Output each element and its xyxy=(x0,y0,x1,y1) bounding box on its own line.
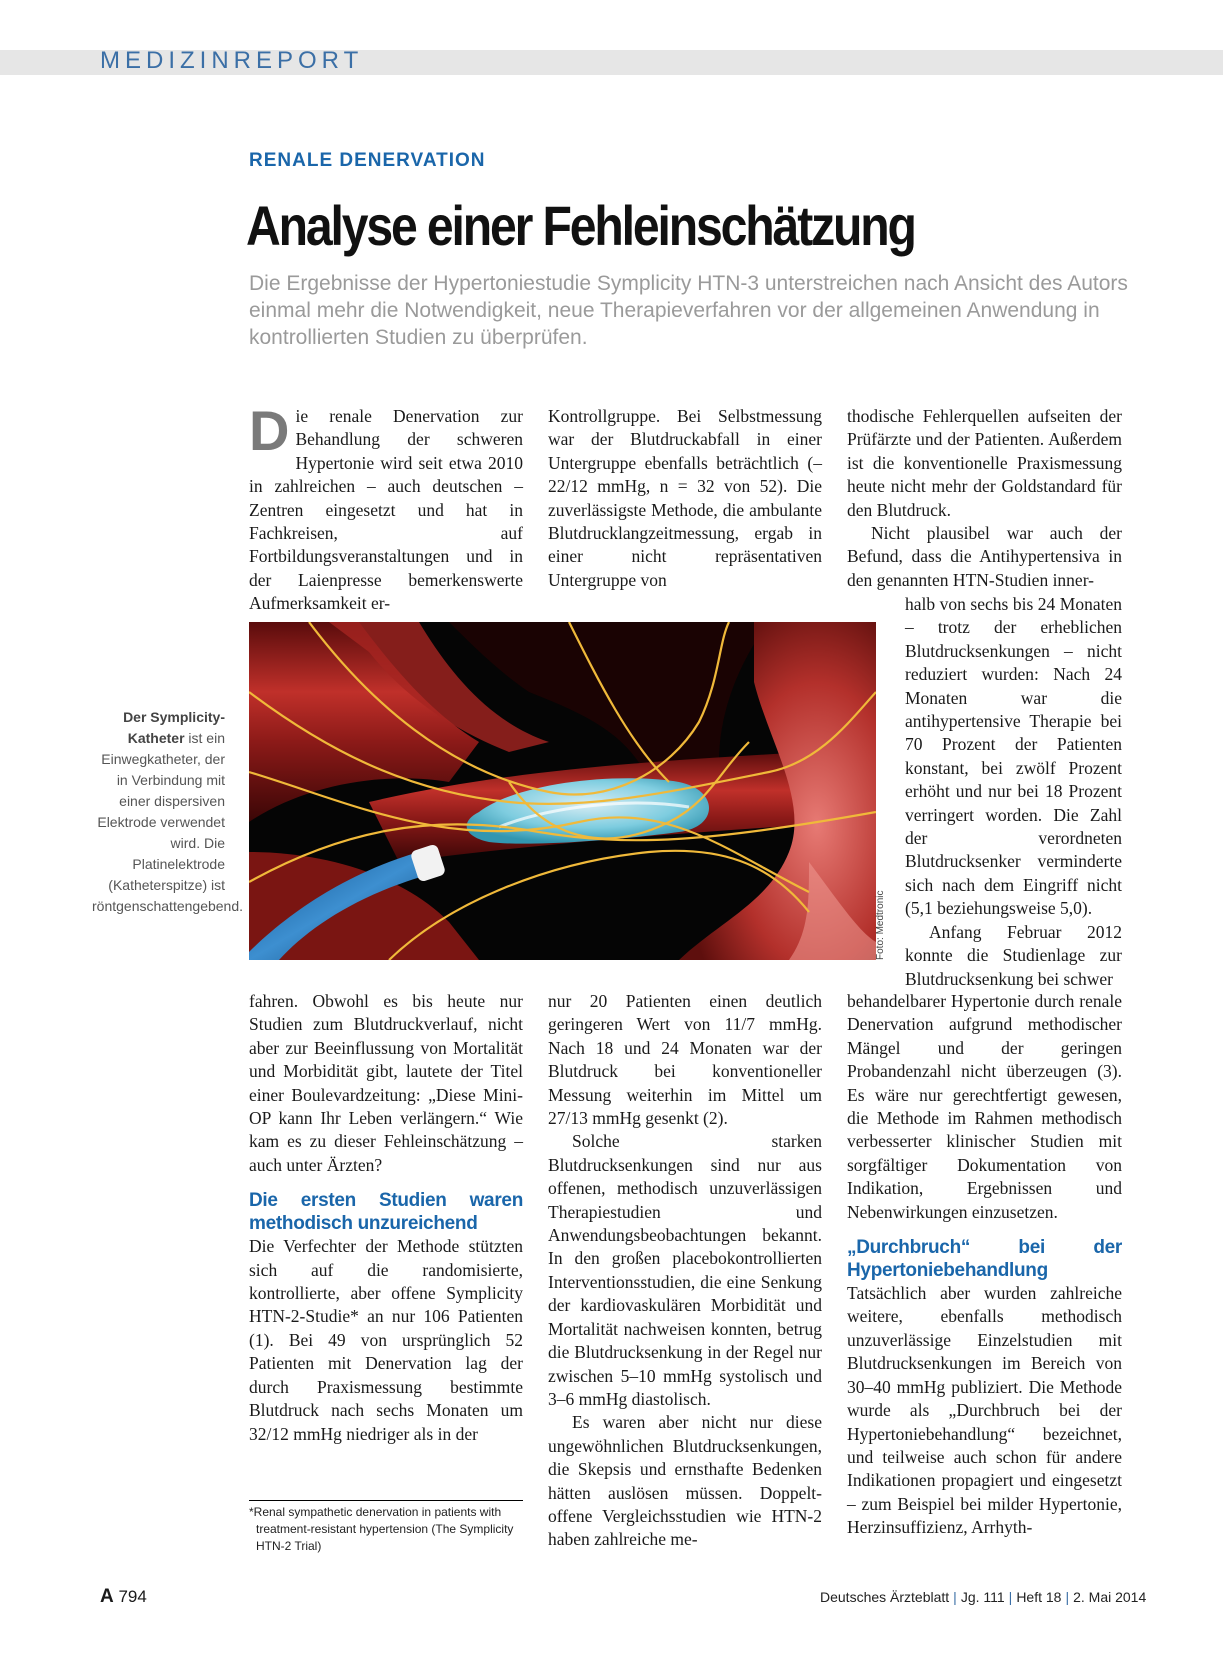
page-number xyxy=(100,1586,147,1608)
footnote-line-1: *Renal sympathetic denervation in patients with xyxy=(249,1505,502,1519)
caption-text: ist ein Einwegkatheter, der in Verbindung mit einer dispersiven Elektrode verwendet wird. Die Platinelektrode (Katheterspitze) ist röntgenschattengebend. xyxy=(92,730,244,914)
column-1-bottom xyxy=(249,990,523,1446)
col3-paragraph-2-full: Nicht plausibel war auch der Befund, dass die Antihypertensiva in den genannten HTN-Studien inner- xyxy=(847,523,1122,590)
col2-paragraph-3: Es waren aber nicht nur diese ungewöhnlichen Blutdrucksenkungen, die Skepsis und ernsthafte Bedenken hätten auslösen müssen. Doppelt-offene Vergleichsstudien wie HTN-2 haben zahlreiche me- xyxy=(548,1412,822,1550)
column-1-top xyxy=(249,399,523,616)
footnote xyxy=(249,1504,529,1555)
col3-paragraph-top: thodische Fehlerquellen aufseiten der Prüfärzte und der Patienten. Außerdem ist die konventionelle Praxismessung heute nicht mehr der Goldstandard für den Blutdruck. xyxy=(847,406,1122,520)
journal-issue: Heft 18 xyxy=(1016,1589,1062,1605)
col2-paragraph-top: Kontrollgruppe. Bei Selbstmessung war der Blutdruckabfall in einer Untergruppe ebenfalls beträchtlich (–22/12 mmHg, n = 32 von 52). Die zuverlässigste Methode, die ambulante Blutdrucklangzeitmessung, ergab in einer nicht repräsentativen Untergruppe von xyxy=(548,406,822,590)
column-3-bottom xyxy=(847,990,1122,1540)
column-2-top xyxy=(548,405,822,592)
col2-paragraph-2: Solche starken Blutdrucksenkungen sind nur aus offenen, methodisch unzuverlässigen Therapiestudien und Anwendungsbeobachtungen bekannt. In den großen placebokontrollierten Interventionsstudien, die eine Senkung der kardiovaskulären Morbidität und Mortalität nachweisen konnten, betrug die Blutdrucksenkung in der Regel nur zwischen 5–10 mmHg systolisch und 3–6 mmHg diastolisch. xyxy=(548,1131,822,1409)
col1-paragraph-1-bottom: fahren. Obwohl es bis heute nur Studien zum Blutdruckverlauf, nicht aber zur Beeinflussung von Mortalität und Morbidität gibt, lautete der Titel einer Boulevardzeitung: „Diese Mini-OP kann Ihr Leben verlängern.“ Wie kam es zu dieser Fehleinschätzung – auch unter Ärzten? xyxy=(249,991,523,1175)
article-lead: Die Ergebnisse der Hypertoniestudie Symplicity HTN-3 unterstreichen nach Ansicht des Autors einmal mehr die Notwendigkeit, neue Therapieverfahren vor der allgemeinen Anwendung in kontrollierten Studien zu überprüfen. xyxy=(249,272,1128,349)
col1-paragraph-2: Die Verfechter der Methode stützten sich auf die randomisierte, kontrollierte, aber offene Symplicity HTN-2-Studie* an nur 106 Patienten (1). Bei 49 von ursprünglich 52 Patienten mit Denervation lag der durch Praxismessung bestimmte Blutdruck nach sechs Monaten um 32/12 mmHg niedriger als in der xyxy=(249,1236,523,1444)
footnote-line-3: HTN-2 Trial) xyxy=(256,1539,322,1553)
figure-caption xyxy=(92,707,244,917)
subhead-durchbruch: „Durchbruch“ bei der Hypertoniebehandlung xyxy=(847,1237,1122,1282)
journal-date: 2. Mai 2014 xyxy=(1073,1589,1147,1605)
catheter-illustration xyxy=(249,622,876,960)
drop-cap: D xyxy=(249,399,290,462)
footnote-rule xyxy=(249,1500,523,1501)
col3-paragraph-3-full: behandelbarer Hypertonie durch renale Denervation aufgrund methodischer Mängel und der geringen Probandenzahl nicht überzeugen (3). Es wäre nur gerechtfertigt gewesen, die Methode im Rahmen methodisch verbesserter klinischer Studien mit sorgfältiger Dokumentation von Indikation, Ergebnissen und Nebenwirkungen einzusetzen. xyxy=(847,991,1122,1222)
col3-paragraph-3-narrow: Anfang Februar 2012 konnte die Studienlage zur Blutdrucksenkung bei schwer xyxy=(905,921,1122,989)
col3-paragraph-4: Tatsächlich aber wurden zahlreiche weitere, ebenfalls methodisch unzuverlässige Einzelstudien mit Blutdrucksenkungen im Bereich von 30–40 mmHg publiziert. Die Methode wurde als „Durchbruch bei der Hypertoniebehandlung“ bezeichnet, und teilweise auch schon für andere Indikationen propagiert und eingesetzt – zum Beispiel bei milder Hypertonie, Herzinsuffizienz, Arrhyth- xyxy=(847,1283,1122,1538)
subhead-erste-studien: Die ersten Studien waren methodisch unzureichend xyxy=(249,1190,523,1235)
article-title: Analyse einer Fehleinschätzung xyxy=(246,194,915,257)
page-number-value: 794 xyxy=(118,1587,147,1606)
column-2-bottom xyxy=(548,990,822,1552)
section-label: MEDIZINREPORT xyxy=(100,47,364,74)
photo-credit: Foto: Medtronic xyxy=(875,890,886,960)
column-3-narrow xyxy=(905,593,1122,991)
journal-footer: Deutsches Ärzteblatt | Jg. 111 | Heft 18 | 2. Mai 2014 xyxy=(820,1589,1147,1605)
journal-volume: Jg. 111 xyxy=(960,1589,1005,1605)
article-rubric: RENALE DENERVATION xyxy=(249,150,486,171)
col2-paragraph-bottom: nur 20 Patienten einen deutlich geringeren Wert von 11/7 mmHg. Nach 18 und 24 Monaten war der Blutdruck bei konventioneller Messung weiterhin im Mittel um 27/13 mmHg gesenkt (2). xyxy=(548,991,822,1129)
footnote-line-2: treatment-resistant hypertension (The Symplicity xyxy=(256,1522,514,1536)
column-3-top xyxy=(847,405,1122,592)
caption-bold: Der Symplicity-Katheter xyxy=(123,709,225,746)
col1-paragraph-1-top: ie renale Denervation zur Behandlung der schweren Hypertonie wird seit etwa 2010 in zahlreichen – auch deutschen – Zentren eingesetzt und hat in Fachkreisen, auf Fortbildungsveranstaltungen und in der Laienpresse bemerkenswerte Aufmerksamkeit er- xyxy=(249,406,523,614)
col3-paragraph-2-narrow: halb von sechs bis 24 Monaten – trotz der erheblichen Blutdrucksenkungen – nicht reduziert wurden: Nach 24 Monaten war die antihypertensive Therapie bei 70 Prozent der Patienten konstant, bei zwölf Prozent erhöht und nur bei 18 Prozent verringert worden. Die Zahl der verordneten Blutdrucksenker verminderte sich nach dem Eingriff nicht (5,1 beziehungsweise 5,0). xyxy=(905,594,1122,919)
page-prefix: A xyxy=(100,1586,114,1607)
journal-name: Deutsches Ärzteblatt xyxy=(820,1589,950,1605)
